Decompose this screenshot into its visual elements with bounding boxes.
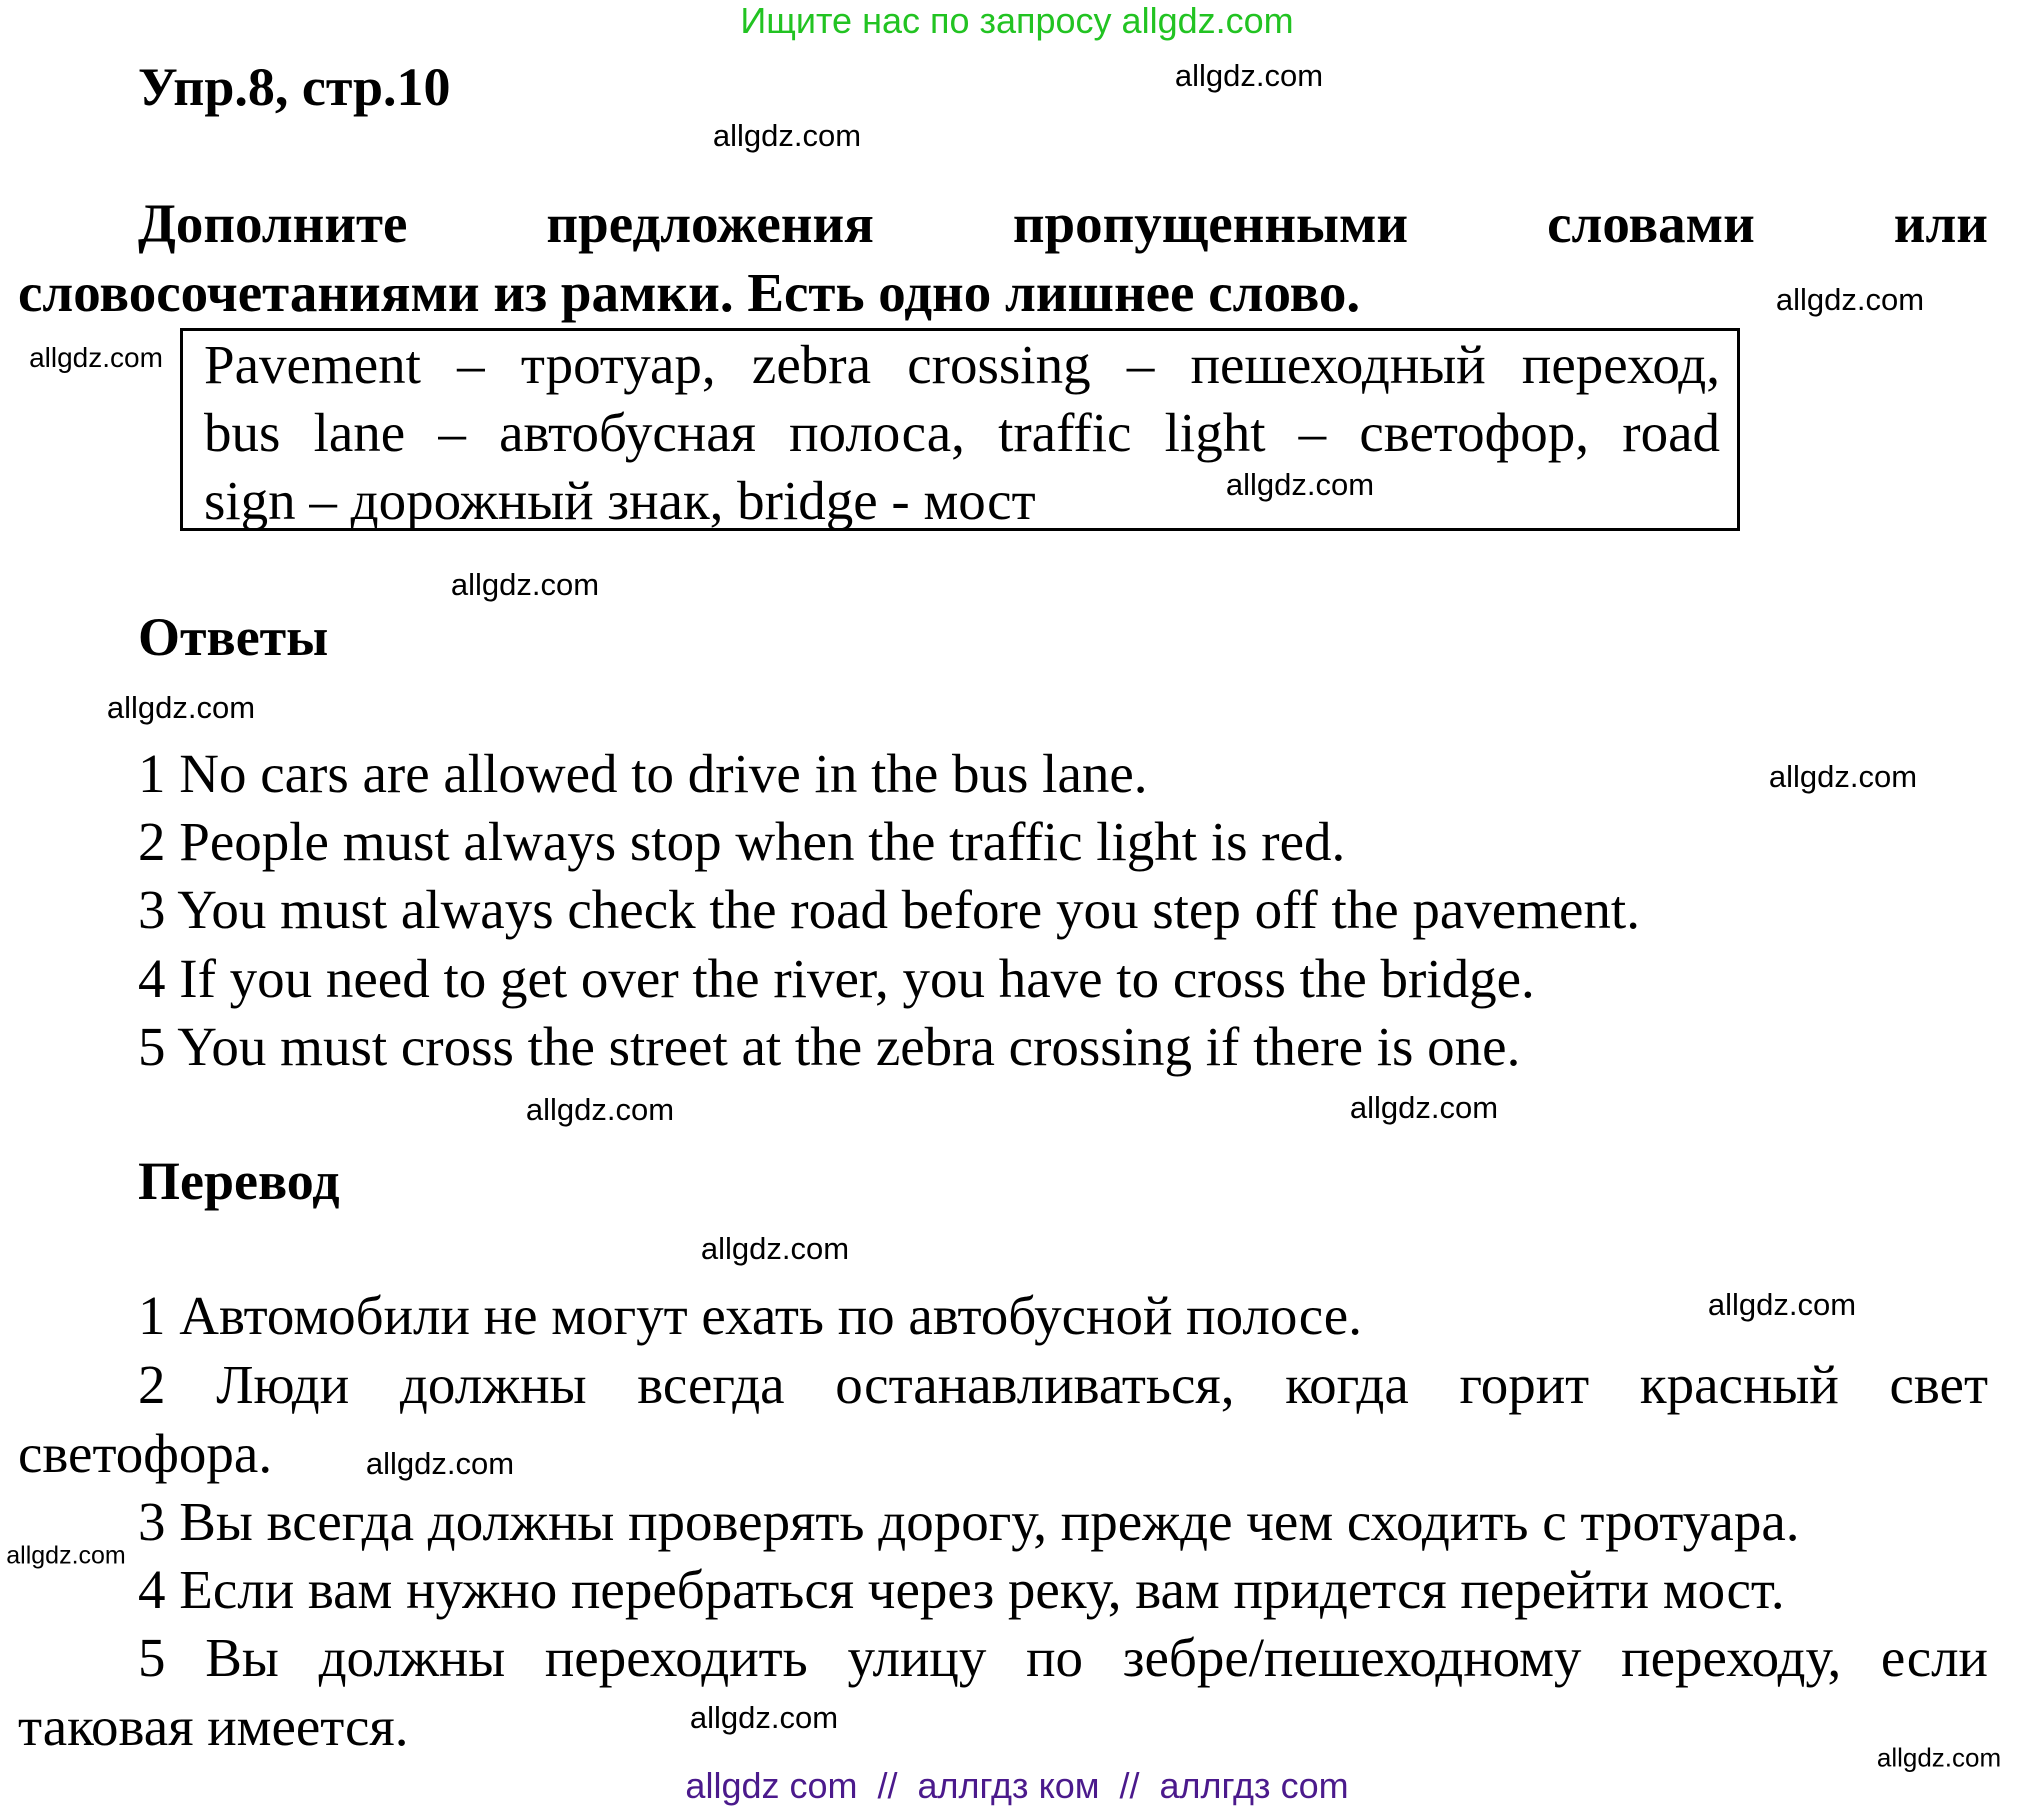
answer-item: 1 No cars are allowed to drive in the bus lane.	[138, 743, 1148, 804]
instruction-line-2: словосочетаниями из рамки. Есть одно лишнее слово.	[18, 262, 1361, 323]
watermark: allgdz.com	[1225, 467, 1375, 502]
watermark: allgdz.com	[1707, 1287, 1857, 1322]
watermark: allgdz.com	[689, 1700, 839, 1735]
answer-item: 3 You must always check the road before you step off the pavement.	[138, 879, 1640, 940]
translation-item: 2 Люди должны всегда останавливаться, когда горит красный свет	[138, 1354, 1988, 1415]
answers-heading: Ответы	[138, 607, 329, 667]
footer-links: allgdz com // аллгдз ком // аллгдз com	[685, 1765, 1349, 1806]
translation-heading: Перевод	[138, 1151, 340, 1211]
watermark: allgdz.com	[525, 1092, 675, 1127]
answer-item: 2 People must always stop when the traffic light is red.	[138, 811, 1346, 872]
instruction-line-1: Дополните предложения пропущенными словами или	[138, 193, 1988, 254]
watermark: allgdz.com	[365, 1446, 515, 1481]
watermark: allgdz.com	[712, 118, 862, 153]
word-box-line: bus lane – автобусная полоса, traffic light – светофор, road	[204, 402, 1720, 463]
watermark: allgdz.com	[450, 567, 600, 602]
word-box-line: sign – дорожный знак, bridge - мост	[204, 470, 1036, 531]
watermark: allgdz.com	[1174, 58, 1324, 93]
translation-item: 3 Вы всегда должны проверять дорогу, прежде чем сходить с тротуара.	[138, 1491, 1800, 1552]
watermark: allgdz.com	[700, 1231, 850, 1266]
translation-item: 5 Вы должны переходить улицу по зебре/пешеходному переходу, если	[138, 1627, 1988, 1688]
answer-item: 4 If you need to get over the river, you have to cross the bridge.	[138, 948, 1535, 1009]
translation-item: светофора.	[18, 1423, 273, 1484]
word-box-line: Pavement – тротуар, zebra crossing – пешеходный переход,	[204, 334, 1720, 395]
watermark: allgdz.com	[106, 690, 256, 725]
translation-item: 4 Если вам нужно перебраться через реку, вам придется перейти мост.	[138, 1559, 1785, 1620]
watermark: allgdz.com	[1349, 1090, 1499, 1125]
watermark: allgdz.com	[6, 1541, 126, 1570]
translation-item: таковая имеется.	[18, 1696, 409, 1757]
answer-item: 5 You must cross the street at the zebra crossing if there is one.	[138, 1016, 1521, 1077]
watermark: allgdz.com	[29, 342, 163, 373]
page-title: Упр.8, стр.10	[138, 57, 451, 117]
watermark: allgdz.com	[1768, 759, 1918, 794]
watermark: allgdz.com	[1775, 282, 1925, 317]
translation-item: 1 Автомобили не могут ехать по автобусной полосе.	[138, 1285, 1362, 1346]
promo-banner: Ищите нас по запросу allgdz.com	[740, 0, 1294, 41]
watermark: allgdz.com	[1876, 1742, 2002, 1773]
